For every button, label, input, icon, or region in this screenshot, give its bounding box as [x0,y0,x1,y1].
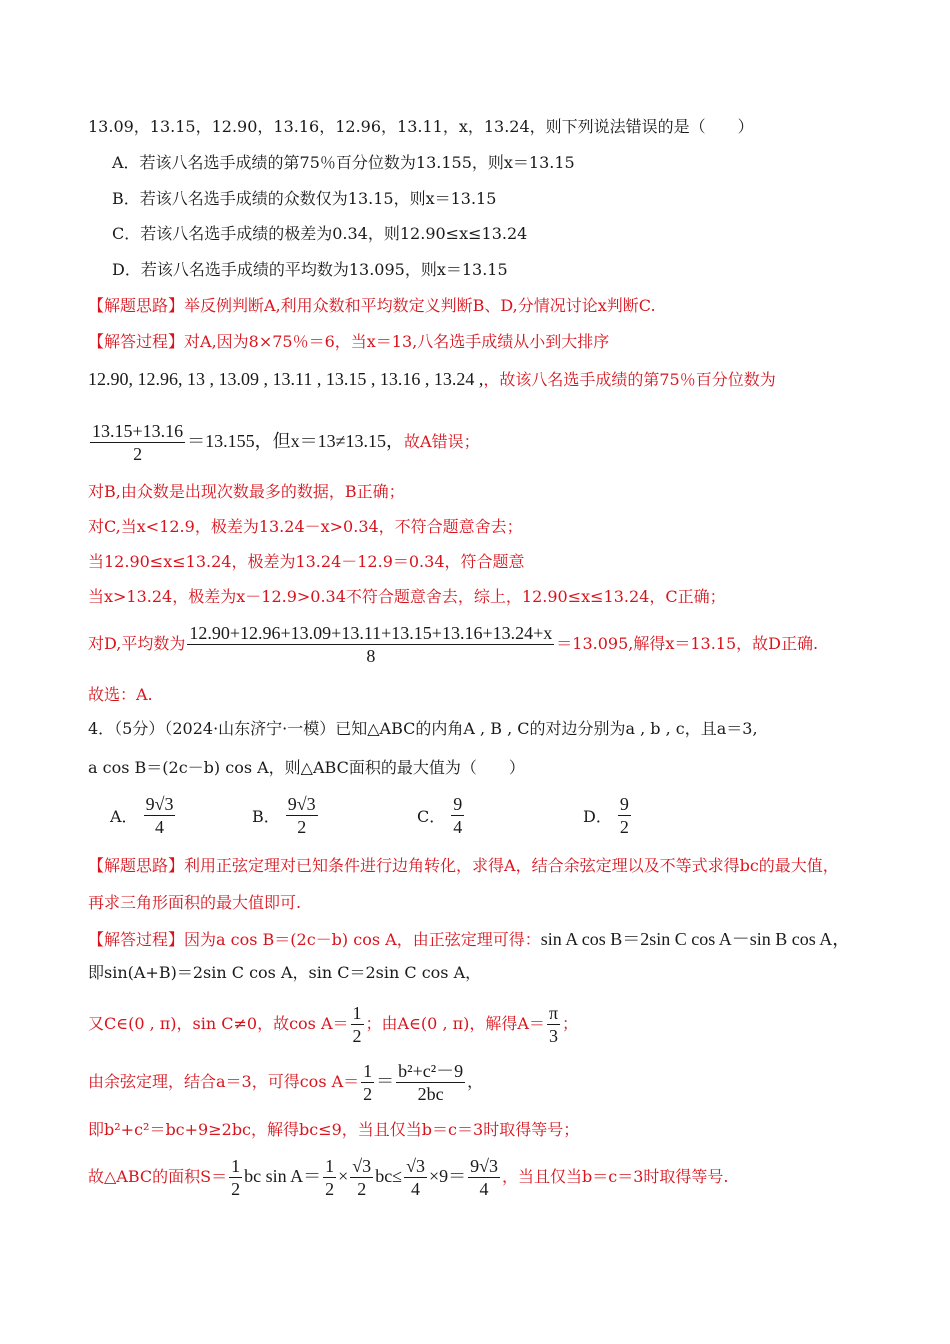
process-tag: 【解答过程】 [88,930,185,949]
q4-process-line-5: 即b²+c²＝bc+9≥2bc，解得bc≤9，当且仅当b＝c＝3时取得等号； [88,1120,580,1139]
q4-option-d [583,793,633,838]
process-text: 对A,因为8×75％＝6，当x＝13,八名选手成绩从小到大排序 [184,332,610,351]
q3-process-line-5: 对C,当x<12.9，极差为13.24－x>0.34，不符合题意舍去； [88,517,523,536]
q3-option-a: A．若该八名选手成绩的第75％百分位数为13.155，则x＝13.15 [112,153,575,172]
q4-option-c [417,793,466,838]
q4-process-line-3 [88,1002,578,1047]
fraction-numerator: 1 [352,1003,362,1023]
given-equation: 因为a cos B＝(2c－b) cos A， [184,930,413,949]
fraction-numerator: 12.90+12.96+13.09+13.11+13.15+13.16+13.24+x [189,623,553,643]
times-sign: × [338,1166,349,1186]
equals-sign: ＝ [376,1071,395,1091]
q3-process-line-6: 当12.90≤x≤13.24，极差为13.24－12.9＝0.34，符合题意 [88,552,525,571]
fraction-denominator: 4 [411,1179,420,1199]
fraction-numerator: b²+c²－9 [398,1061,464,1081]
fraction-numerator: 1 [231,1156,241,1176]
fraction-denominator: 2 [325,1179,335,1199]
comma: ， [467,1072,484,1091]
q4-option-b [252,793,320,838]
sine-law-note: 由正弦定理可得： [412,930,541,949]
option-fraction [286,793,318,838]
fraction-half [351,1002,364,1047]
fraction-denominator: 4 [155,817,164,837]
fraction-numerator: 9√3 [470,1156,498,1176]
mean-result: ＝13.095,解得x＝13.15，故D正确. [556,634,819,653]
area-label: 故△ABC的面积S＝ [88,1167,228,1186]
cosine-law-text: 由余弦定理，结合a＝3，可得cos A＝ [88,1072,360,1091]
fraction-denominator: 2 [133,444,143,464]
percentile-result: ＝13.155，但x＝13≠13.15， [187,431,405,451]
q3-process-line-7: 当x>13.24，极差为x－12.9>0.34不符合题意舍去，综上，12.90≤x≤13.24，C正确； [88,587,726,606]
q3-option-b: B．若该八名选手成绩的众数仅为13.15，则x＝13.15 [112,189,497,208]
fraction-denominator: 4 [453,817,463,837]
fraction-numerator: 13.15+13.16 [92,421,184,441]
equality-note: ，当且仅当b＝c＝3时取得等号. [502,1167,729,1186]
option-fraction [451,793,464,838]
times-nine: ×9＝ [428,1166,467,1186]
fraction-denominator: 2 [297,817,307,837]
fraction-numerator: π [548,1003,559,1023]
fraction-numerator: 9√3 [287,794,316,814]
option-label: A． [110,807,138,826]
q3-process-line-1 [88,331,609,353]
option-fraction [144,793,176,838]
fraction-denominator: 2bc [417,1084,444,1104]
mean-label: 对D,平均数为 [88,634,186,653]
q3-answer: 故选：A. [88,685,153,704]
option-label: D． [583,807,612,826]
fraction-cosine [396,1060,465,1105]
idea-text: 举反例判断A,利用众数和平均数定义判断B、D,分情况讨论x判断C. [184,296,656,315]
q4-solution-idea-2: 再求三角形面积的最大值即可. [88,893,302,912]
bc-leq: bc≤ [375,1166,403,1186]
percentile-note: ，故该八名选手成绩的第75％百分位数为 [483,370,776,389]
cos-a-text: 又C∈(0 , π)，sin C≠0，故cos A＝ [88,1014,349,1033]
fraction-denominator: 4 [479,1179,489,1199]
idea-tag: 【解题思路】 [88,856,185,875]
option-fraction [618,793,631,838]
q3-solution-idea [88,295,656,317]
fraction-numerator: √3 [406,1156,425,1176]
fraction-half [229,1155,242,1200]
q4-option-a [110,793,177,838]
fraction-mean [187,622,554,667]
idea-text: 利用正弦定理对已知条件进行边角转化，求得A，结合余弦定理以及不等式求得bc的最大值， [184,856,839,875]
fraction-denominator: 2 [363,1084,373,1104]
fraction-half [361,1060,374,1105]
fraction-pi-third [547,1002,560,1047]
fraction-denominator: 2 [231,1179,241,1199]
q3-process-line-2 [88,368,776,391]
q4-process-line-4 [88,1060,483,1105]
q4-solution-idea-1 [88,855,839,877]
q4-process-line-1 [88,928,850,951]
fraction-percentile [90,420,185,465]
fraction-denominator: 2 [352,1026,362,1046]
sorted-scores: 12.90, 12.96, 13 , 13.09 , 13.11 , 13.15 , 13.16 , 13.24 , [88,369,484,389]
sine-law-equation: sin A cos B＝2sin C cos A－sin B cos A， [540,929,851,949]
q3-process-line-4: 对B,由众数是出现次数最多的数据，B正确； [88,482,405,501]
option-label: C． [417,807,446,826]
area-term: bc sin A＝ [244,1166,322,1186]
option-label: B． [252,807,280,826]
fraction-numerator: 1 [325,1156,335,1176]
fraction-numerator: 9 [619,794,629,814]
q3-process-line-8 [88,622,818,667]
fraction-denominator: 3 [548,1026,558,1046]
q4-process-line-6 [88,1155,728,1200]
fraction-root3-half [350,1155,373,1200]
a-wrong: 故A错误； [404,432,480,451]
q4-process-line-2: 即sin(A+B)＝2sin C cos A，sin C＝2sin C cos A， [88,963,482,982]
fraction-denominator: 2 [619,817,629,837]
angle-a-text: ；由A∈(0 , π)，解得A＝ [365,1014,545,1033]
q3-option-c: C．若该八名选手成绩的极差为0.34，则12.90≤x≤13.24 [112,224,528,243]
fraction-numerator: 1 [363,1061,373,1081]
fraction-max-area [468,1155,500,1200]
q4-stem-line-1: 4．（5分）（2024·山东济宁·一模）已知△ABC的内角A , B , C的对边分别为a , b , c，且a＝3, [88,719,758,738]
fraction-numerator: √3 [352,1156,372,1176]
process-tag: 【解答过程】 [88,332,185,351]
fraction-numerator: 9 [453,794,463,814]
semicolon: ； [562,1014,579,1033]
q3-stem: 13.09，13.15，12.90，13.16，12.96，13.11，x，13.24，则下列说法错误的是（ ） [88,117,754,136]
q3-option-d: D．若该八名选手成绩的平均数为13.095，则x＝13.15 [112,260,508,279]
fraction-root3-quarter [404,1155,427,1200]
fraction-denominator: 2 [357,1179,367,1199]
q3-process-line-3 [88,420,480,465]
fraction-numerator: 9√3 [145,794,174,814]
fraction-half [323,1155,336,1200]
idea-tag: 【解题思路】 [88,296,185,315]
fraction-denominator: 8 [366,646,376,666]
q4-stem-line-2: a cos B＝(2c－b) cos A，则△ABC面积的最大值为（ ） [88,758,525,777]
